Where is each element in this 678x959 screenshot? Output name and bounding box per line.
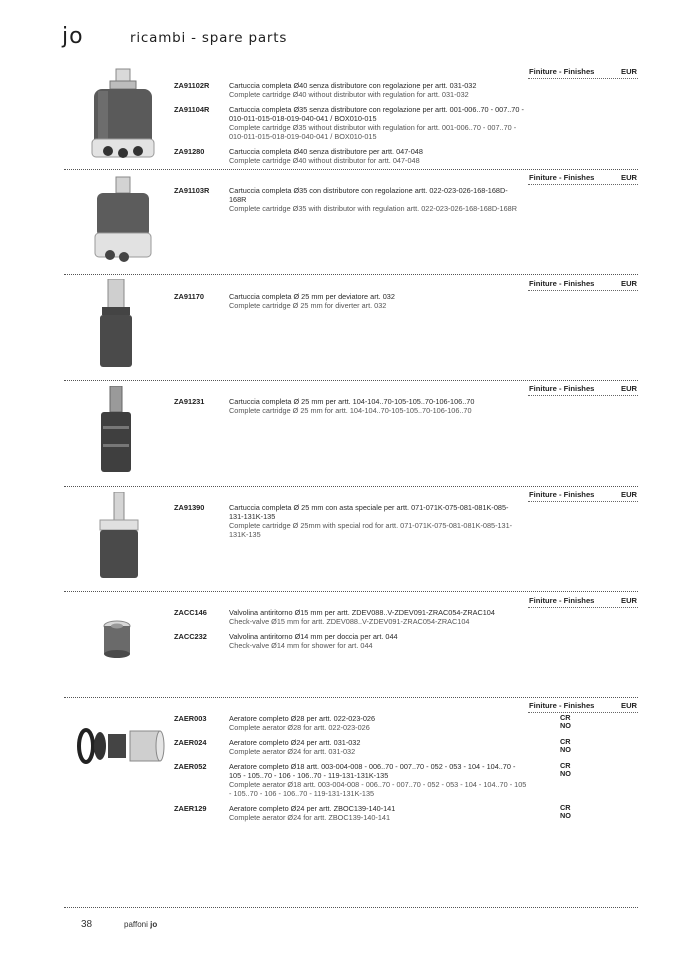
header-divider xyxy=(528,395,638,396)
page-number: 38 xyxy=(81,919,93,930)
finish-code: NO xyxy=(560,811,571,820)
finish-codes xyxy=(560,714,571,730)
product-description xyxy=(229,147,529,165)
section-divider xyxy=(64,169,638,170)
column-header-eur: EUR xyxy=(621,701,638,710)
column-header-eur: EUR xyxy=(621,490,638,499)
product-code: ZAER052 xyxy=(174,762,207,771)
header-divider xyxy=(528,607,638,608)
brand-logo: jo xyxy=(62,24,84,49)
description-english: Check-valve Ø14 mm for shower for art. 044 xyxy=(229,641,373,650)
cartridge-image xyxy=(96,279,136,369)
column-header-eur: EUR xyxy=(621,279,638,288)
cartridge-image xyxy=(96,492,142,580)
description-italian: Cartuccia completa Ø 25 mm con asta speciale per artt. 071-071K-075-081-081K-085-131-131K-135 xyxy=(229,503,509,521)
aerator-image xyxy=(76,727,166,767)
finish-code: CR xyxy=(560,713,571,722)
finish-code: NO xyxy=(560,769,571,778)
finish-code: CR xyxy=(560,761,571,770)
description-italian: Cartuccia completa Ø35 con distributore con regolazione artt. 022-023-026-168-168D-168R xyxy=(229,186,508,204)
section-divider xyxy=(64,591,638,592)
product-description xyxy=(229,81,529,99)
header-divider xyxy=(528,184,638,185)
product-code: ZA91170 xyxy=(174,292,204,301)
description-english: Complete aerator Ø24 for artt. ZBOC139-140-141 xyxy=(229,813,391,822)
footer-brand xyxy=(124,920,157,929)
check-valve-image xyxy=(102,620,132,658)
cartridge-image xyxy=(92,175,154,263)
product-code: ZAER024 xyxy=(174,738,207,747)
section-divider xyxy=(64,380,638,381)
description-italian: Cartuccia completa Ø 25 mm per deviatore art. 032 xyxy=(229,292,395,301)
column-header-eur: EUR xyxy=(621,596,638,605)
page-title: ricambi - spare parts xyxy=(130,30,288,46)
product-code: ZAER129 xyxy=(174,804,207,813)
finish-code: CR xyxy=(560,737,571,746)
product-description xyxy=(229,186,521,213)
product-code: ZA91103R xyxy=(174,186,210,195)
product-code: ZA91280 xyxy=(174,147,205,156)
cartridge-image xyxy=(98,386,134,474)
finish-codes xyxy=(560,762,571,778)
description-italian: Valvolina antiritorno Ø15 mm per artt. ZDEV088..V-ZDEV091-ZRAC054-ZRAC104 xyxy=(229,608,495,617)
description-english: Check-valve Ø15 mm for artt. ZDEV088..V-ZDEV091-ZRAC054-ZRAC104 xyxy=(229,617,470,626)
description-english: Complete cartridge Ø 25mm with special rod for artt. 071-071K-075-081-081K-085-131-131K-135 xyxy=(229,521,513,539)
product-description xyxy=(229,503,523,539)
column-header-finishes: Finiture - Finishes xyxy=(529,490,595,499)
column-header-finishes: Finiture - Finishes xyxy=(529,701,595,710)
product-code: ZA91104R xyxy=(174,105,210,114)
description-italian: Cartuccia completa Ø35 senza distributore con regolazione per artt. 001-006..70 - 007..70 - 010-011-015-018-019-040-041 / BOX010-015 xyxy=(229,105,524,123)
product-description xyxy=(229,738,529,756)
description-italian: Aeratore completo Ø24 per artt. 031-032 xyxy=(229,738,361,747)
footer-brand-line: jo xyxy=(150,920,158,929)
description-italian: Aeratore completo Ø18 artt. 003-004-008 - 006..70 - 007..70 - 052 - 053 - 104 - 104..70 - 105 - 105..70 - 106 - 106..70 - 119-131-131K-135 xyxy=(229,762,516,780)
header-divider xyxy=(528,712,638,713)
description-italian: Cartuccia completa Ø40 senza distributore con regolazione per artt. 031-032 xyxy=(229,81,477,90)
description-italian: Aeratore completo Ø24 per artt. ZBOC139-140-141 xyxy=(229,804,396,813)
description-english: Complete aerator Ø18 artt. 003-004-008 - 006..70 - 007..70 - 052 - 053 - 104 - 104..70 - 105 - 105..70 - 106 - 106..70 - 119-131-131K-135 xyxy=(229,780,527,798)
product-description xyxy=(229,762,529,798)
product-code: ZACC146 xyxy=(174,608,207,617)
description-english: Complete cartridge Ø40 without distributor with regulation for artt. 031-032 xyxy=(229,90,469,99)
description-english: Complete cartridge Ø35 without distributor with regulation for artt. 001-006..70 - 007..70 - 010-011-015-018-019-040-041 / BOX010-015 xyxy=(229,123,517,141)
description-english: Complete cartridge Ø40 without distributor for artt. 047-048 xyxy=(229,156,420,165)
description-english: Complete aerator Ø28 for artt. 022-023-026 xyxy=(229,723,370,732)
description-italian: Cartuccia completa Ø40 senza distributore per artt. 047-048 xyxy=(229,147,423,156)
section-divider xyxy=(64,486,638,487)
column-header-finishes: Finiture - Finishes xyxy=(529,596,595,605)
column-header-eur: EUR xyxy=(621,67,638,76)
header-divider xyxy=(528,290,638,291)
finish-codes xyxy=(560,804,571,820)
column-header-eur: EUR xyxy=(621,173,638,182)
finish-code: NO xyxy=(560,745,571,754)
product-description xyxy=(229,632,529,650)
column-header-eur: EUR xyxy=(621,384,638,393)
description-english: Complete cartridge Ø 25 mm for artt. 104-104..70-105-105..70-106-106..70 xyxy=(229,406,472,415)
cartridge-image xyxy=(88,67,158,165)
footer-divider xyxy=(64,907,638,908)
footer-brand-name: paffoni xyxy=(124,920,148,929)
description-english: Complete cartridge Ø 25 mm for diverter art. 032 xyxy=(229,301,387,310)
product-code: ZAER003 xyxy=(174,714,207,723)
column-header-finishes: Finiture - Finishes xyxy=(529,279,595,288)
column-header-finishes: Finiture - Finishes xyxy=(529,384,595,393)
finish-code: NO xyxy=(560,721,571,730)
column-header-finishes: Finiture - Finishes xyxy=(529,67,595,76)
section-divider xyxy=(64,274,638,275)
description-italian: Aeratore completo Ø28 per artt. 022-023-026 xyxy=(229,714,376,723)
section-divider xyxy=(64,697,638,698)
product-description xyxy=(229,804,529,822)
product-description xyxy=(229,292,529,310)
header-divider xyxy=(528,501,638,502)
column-header-finishes: Finiture - Finishes xyxy=(529,173,595,182)
header-divider xyxy=(528,78,638,79)
product-code: ZA91102R xyxy=(174,81,210,90)
product-code: ZA91390 xyxy=(174,503,205,512)
product-description xyxy=(229,397,529,415)
product-description xyxy=(229,714,529,732)
product-code: ZACC232 xyxy=(174,632,207,641)
product-description xyxy=(229,608,529,626)
product-description xyxy=(229,105,529,141)
finish-codes xyxy=(560,738,571,754)
description-english: Complete cartridge Ø35 with distributor with regulation artt. 022-023-026-168-168D-168R xyxy=(229,204,517,213)
description-english: Complete aerator Ø24 for artt. 031-032 xyxy=(229,747,356,756)
product-code: ZA91231 xyxy=(174,397,205,406)
description-italian: Cartuccia completa Ø 25 mm per artt. 104-104..70-105-105..70-106-106..70 xyxy=(229,397,475,406)
description-italian: Valvolina antiritorno Ø14 mm per doccia per art. 044 xyxy=(229,632,398,641)
finish-code: CR xyxy=(560,803,571,812)
